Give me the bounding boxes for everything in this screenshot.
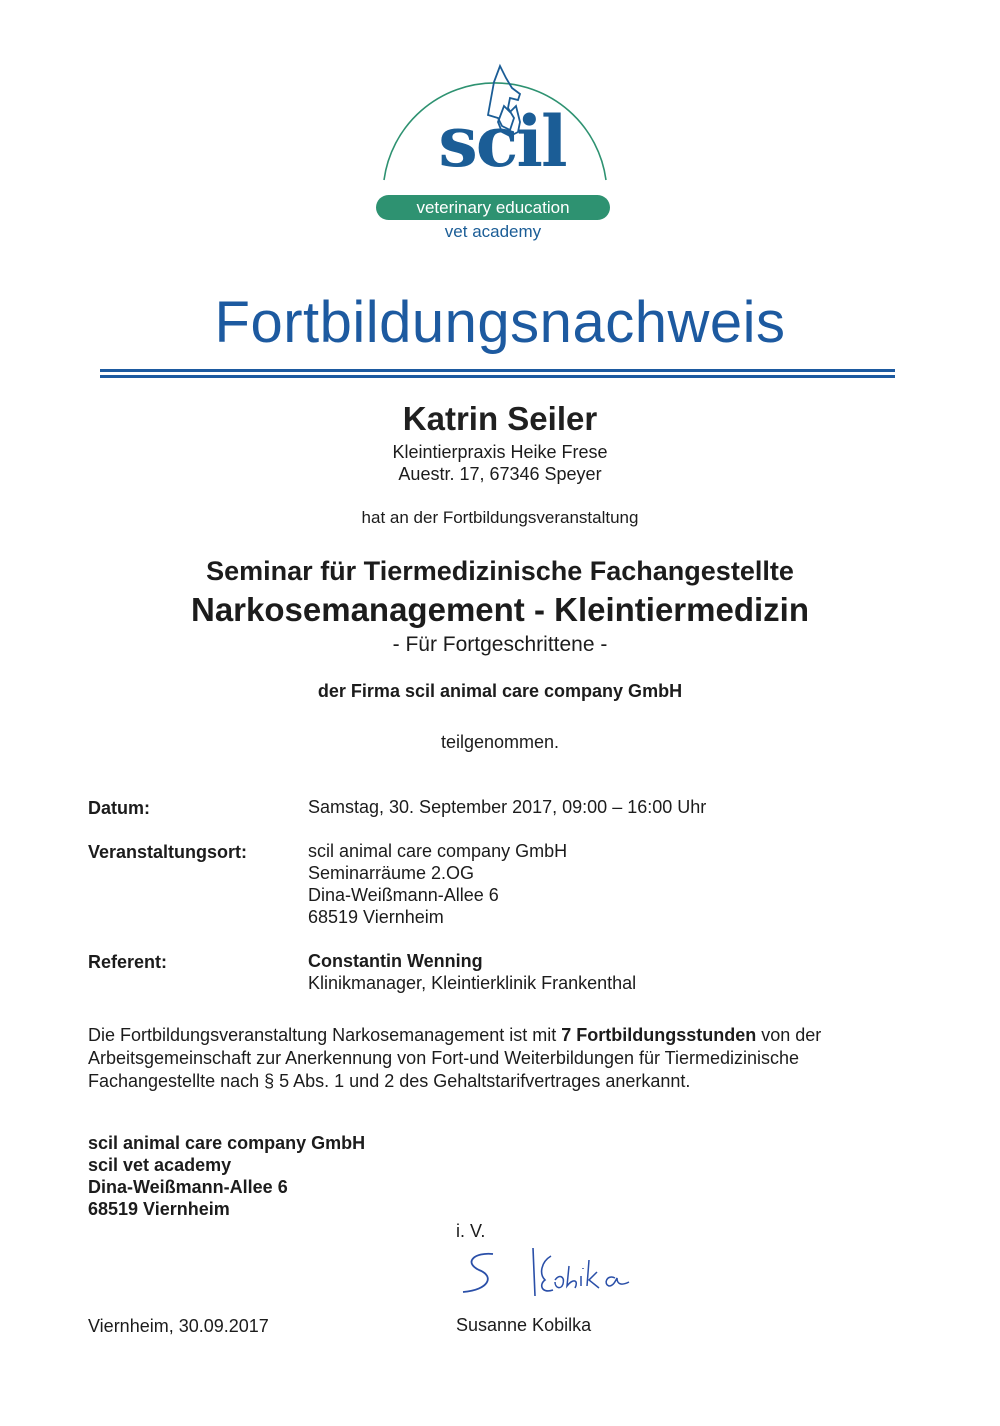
- speaker-name: Constantin Wenning: [308, 951, 483, 971]
- seminar-level: - Für Fortgeschrittene -: [392, 633, 608, 656]
- organizer-line: der Firma scil animal care company GmbH: [317, 681, 683, 701]
- seminar-type: Seminar für Tiermedizinische Fachangestellte: [206, 556, 794, 586]
- participant-practice: Kleintierpraxis Heike Frese: [392, 442, 608, 462]
- logo-wordmark: scil: [438, 100, 566, 183]
- company-line: 68519 Viernheim: [88, 1199, 230, 1219]
- handwritten-signature-icon: [455, 1240, 655, 1310]
- statement-hours: 7 Fortbildungsstunden: [561, 1025, 757, 1045]
- venue-line: scil animal care company GmbH: [308, 841, 568, 861]
- company-address-block: [88, 1132, 365, 1220]
- venue-line: Seminarräume 2.OG: [308, 863, 475, 883]
- speaker-label: Referent:: [88, 952, 168, 972]
- document-title: Fortbildungsnachweis: [214, 290, 786, 355]
- participant-address: Auestr. 17, 67346 Speyer: [398, 464, 602, 484]
- accreditation-statement: [88, 1024, 900, 1093]
- venue-label: Veranstaltungsort:: [88, 842, 248, 862]
- statement-text: von der Arbeitsgemeinschaft zur Anerkennung von Fort-und Weiterbildungen für Tiermedizinische Fachangestellte nach § 5 Abs. 1 und 2 des Gehaltstarifvertrages anerkannt.: [88, 1025, 822, 1091]
- title-rule-top: [100, 369, 895, 372]
- signer-name: Susanne Kobilka: [456, 1315, 592, 1335]
- company-line: scil vet academy: [88, 1155, 232, 1175]
- title-rule-bottom: [100, 375, 895, 378]
- venue-line: 68519 Viernheim: [308, 907, 444, 927]
- venue-line: Dina-Weißmann-Allee 6: [308, 885, 499, 905]
- company-line: Dina-Weißmann-Allee 6: [88, 1177, 288, 1197]
- intro-text: hat an der Fortbildungsveranstaltung: [361, 508, 639, 527]
- seminar-topic: Narkosemanagement - Kleintiermedizin: [190, 591, 809, 628]
- logo-subline: vet academy: [444, 222, 542, 241]
- logo-tagline: veterinary education: [376, 195, 610, 220]
- statement-text: Die Fortbildungsveranstaltung Narkosemanagement ist mit: [88, 1025, 562, 1045]
- participant-name: Katrin Seiler: [402, 400, 598, 437]
- speaker-role: Klinikmanager, Kleintierklinik Frankenthal: [308, 973, 637, 993]
- participated-text: teilgenommen.: [440, 732, 560, 752]
- date-label: Datum:: [88, 798, 150, 818]
- signature-prefix: i. V.: [456, 1221, 486, 1241]
- company-line: scil animal care company GmbH: [88, 1133, 366, 1153]
- place-and-date: Viernheim, 30.09.2017: [88, 1316, 269, 1336]
- date-value: Samstag, 30. September 2017, 09:00 – 16:00 Uhr: [308, 797, 707, 817]
